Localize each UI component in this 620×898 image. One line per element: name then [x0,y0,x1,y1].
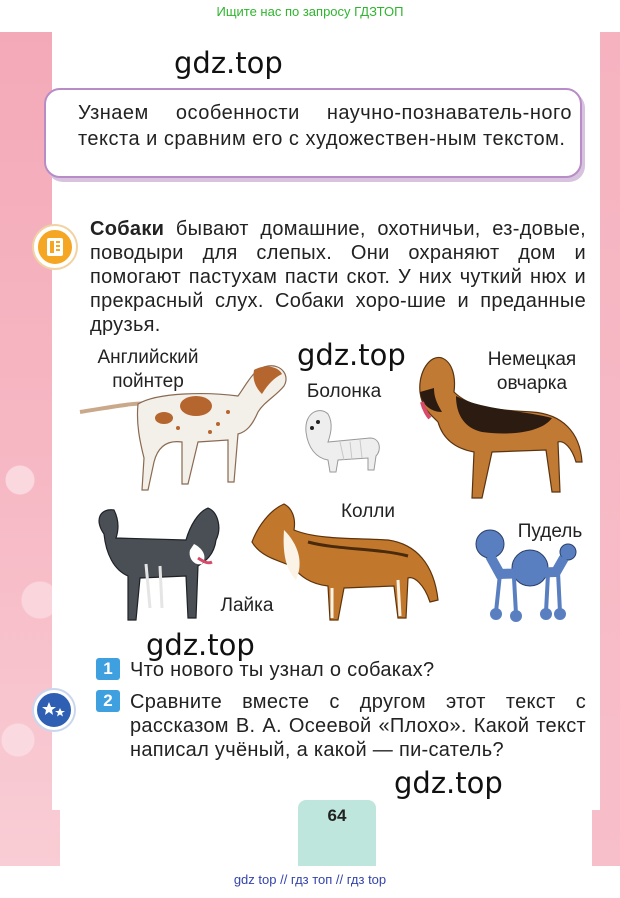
question-2-badge: 2 [96,690,120,712]
question-2-text: Сравните вместе с другом этот текст с рассказом В. А. Осеевой «Плохо». Какой текст написал учёный, а какой — пи-сатель? [130,691,586,761]
label-collie: Колли [340,501,395,522]
label-poodle: Пудель [517,521,583,542]
main-text-lead: Собаки [90,218,165,240]
footer-links[interactable]: gdz top // гдз топ // гдз top [233,872,387,887]
label-bolonka: Болонка [306,381,382,402]
watermark: gdz.top [297,338,406,372]
book-icon [34,226,76,268]
label-pointer-line2: пойнтер [112,371,184,392]
stars-icon [34,690,74,730]
collie-illustration [248,500,442,624]
left-decor-pattern [0,420,60,866]
question-1-badge: 1 [96,658,120,680]
label-shepherd-line2: овчарка [496,373,568,394]
label-pointer-line1: Английский [97,347,199,368]
page-number: 64 [327,806,347,825]
watermark: gdz.top [394,766,503,800]
top-banner[interactable]: Ищите нас по запросу ГДЗТОП [216,4,404,19]
bolonka-illustration [300,402,384,474]
main-text-body: бывают домашние, охотничьи, ез-довые, поводыри для слепых. Они охраняют дом и помогают пастухам пасти скот. У них чуткий нюх и прекрасный слух. Собаки хоро-шие и преданные друзья. [90,218,586,336]
label-laika: Лайка [220,595,274,616]
pointer-illustration [78,362,296,498]
main-text [90,217,586,337]
watermark: gdz.top [174,46,283,80]
poodle-illustration [460,528,580,624]
intro-text: Узнаем особенности научно-познаватель-ного текста и сравним его с художествен-ным текстом. [78,102,572,150]
watermark: gdz.top [146,628,255,662]
laika-illustration [90,504,224,624]
label-shepherd-line1: Немецкая [487,349,577,370]
shepherd-illustration [412,352,588,502]
question-1-text: Что нового ты узнал о собаках? [130,659,435,681]
